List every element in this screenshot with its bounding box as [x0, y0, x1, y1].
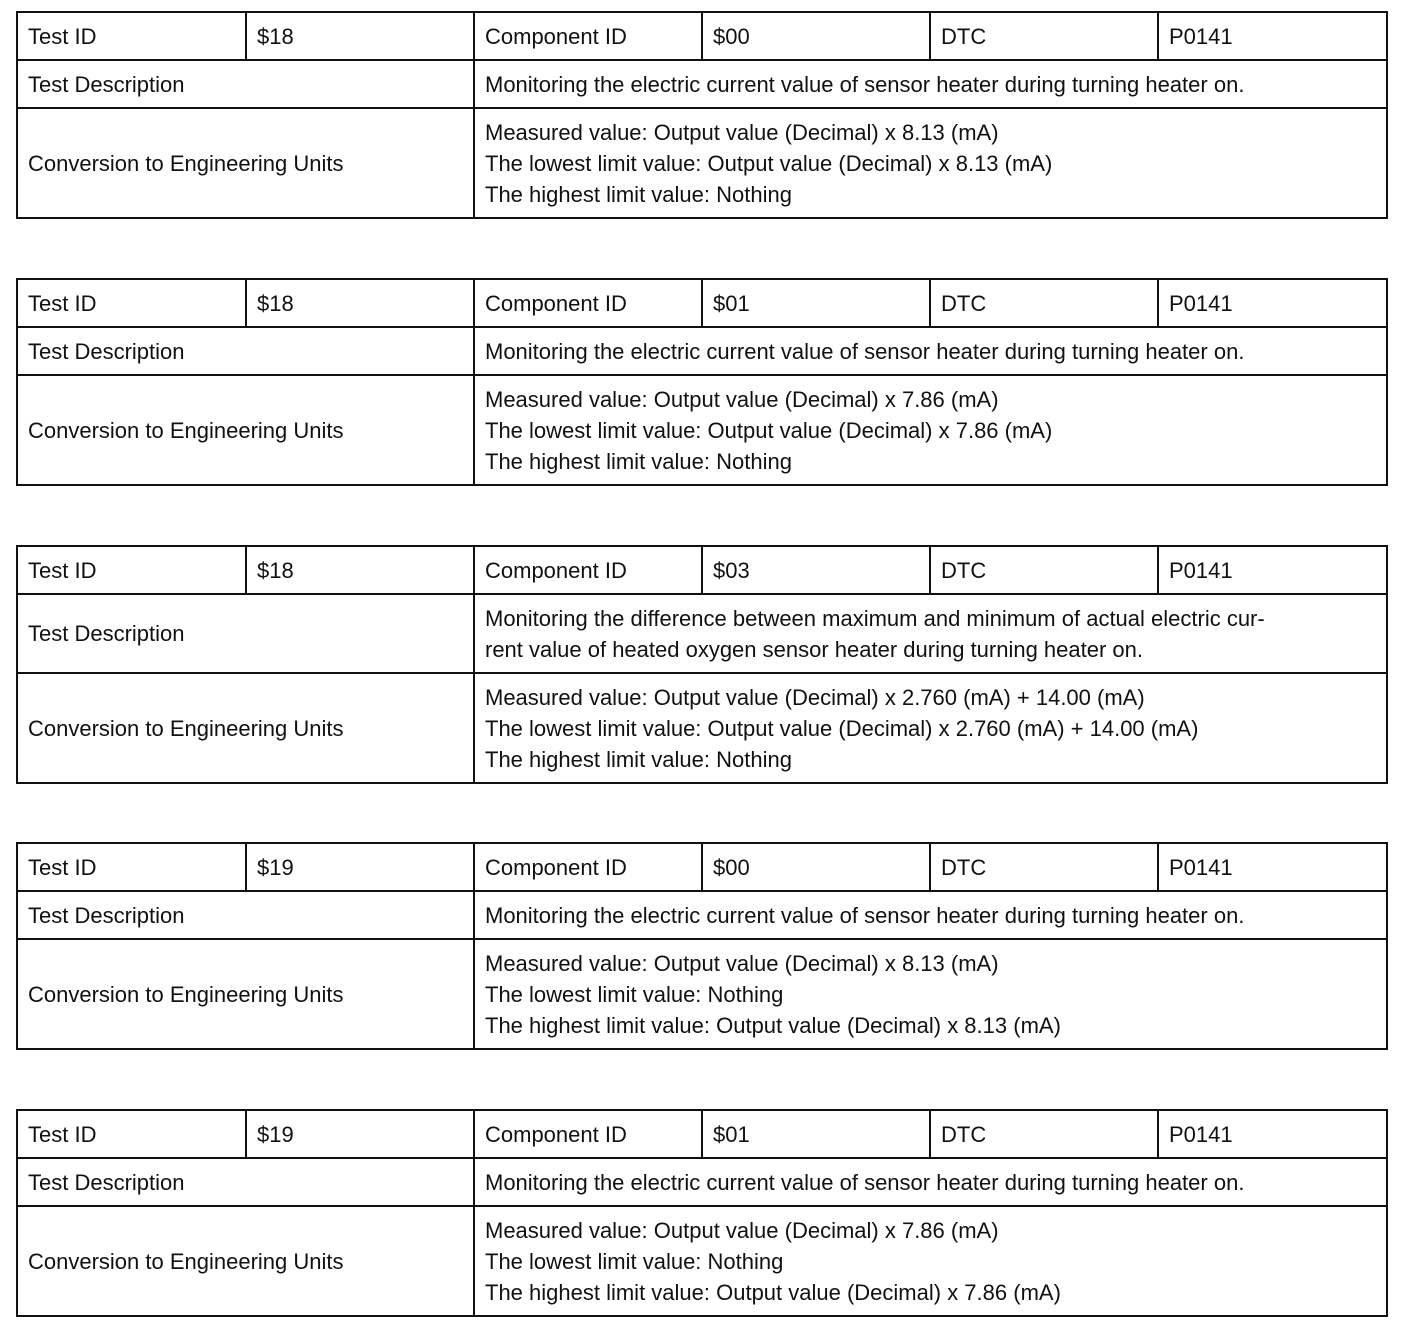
test-description-value: Monitoring the electric current value of sensor heater during turning heater on. [474, 327, 1387, 375]
test-id-label: Test ID [17, 546, 246, 594]
dtc-label: DTC [930, 279, 1158, 327]
test-description-value: Monitoring the electric current value of sensor heater during turning heater on. [474, 1158, 1387, 1206]
conversion-row [17, 375, 1387, 485]
monitor-test-table [16, 545, 1388, 784]
highest-limit-line: The highest limit value: Output value (Decimal) x 7.86 (mA) [485, 1279, 1061, 1305]
highest-limit-line: The highest limit value: Nothing [485, 181, 792, 207]
component-id-label: Component ID [474, 1110, 702, 1158]
conversion-label: Conversion to Engineering Units [17, 1206, 474, 1316]
monitor-test-table [16, 11, 1388, 219]
component-id-label: Component ID [474, 546, 702, 594]
lowest-limit-line: The lowest limit value: Output value (Decimal) x 8.13 (mA) [485, 150, 1053, 176]
component-id-label: Component ID [474, 12, 702, 60]
test-description-label: Test Description [17, 60, 474, 108]
component-id-value: $00 [702, 843, 930, 891]
dtc-value: P0141 [1158, 1110, 1387, 1158]
lowest-limit-line: The lowest limit value: Nothing [485, 981, 784, 1007]
conversion-row [17, 939, 1387, 1049]
monitor-test-table [16, 1109, 1388, 1317]
lowest-limit-line: The lowest limit value: Nothing [485, 1248, 784, 1274]
test-description-value [474, 594, 1387, 673]
component-id-value: $01 [702, 279, 930, 327]
dtc-label: DTC [930, 546, 1158, 594]
id-row [17, 843, 1387, 891]
test-description-label: Test Description [17, 594, 474, 673]
conversion-value [474, 673, 1387, 783]
test-id-label: Test ID [17, 12, 246, 60]
conversion-value [474, 108, 1387, 218]
monitor-test-table [16, 842, 1388, 1050]
component-id-label: Component ID [474, 843, 702, 891]
dtc-label: DTC [930, 843, 1158, 891]
description-line: rent value of heated oxygen sensor heater during turning heater on. [485, 636, 1144, 662]
description-row [17, 60, 1387, 108]
description-row [17, 1158, 1387, 1206]
test-description-label: Test Description [17, 1158, 474, 1206]
test-id-value: $18 [246, 12, 474, 60]
measured-value-line: Measured value: Output value (Decimal) x 8.13 (mA) [485, 950, 999, 976]
highest-limit-line: The highest limit value: Nothing [485, 746, 792, 772]
component-id-value: $03 [702, 546, 930, 594]
conversion-label: Conversion to Engineering Units [17, 939, 474, 1049]
id-row [17, 279, 1387, 327]
test-id-value: $19 [246, 843, 474, 891]
conversion-label: Conversion to Engineering Units [17, 375, 474, 485]
conversion-row [17, 673, 1387, 783]
dtc-label: DTC [930, 12, 1158, 60]
test-id-value: $18 [246, 279, 474, 327]
dtc-value: P0141 [1158, 12, 1387, 60]
id-row [17, 12, 1387, 60]
monitor-test-table [16, 278, 1388, 486]
description-row [17, 594, 1387, 673]
test-description-value: Monitoring the electric current value of sensor heater during turning heater on. [474, 891, 1387, 939]
conversion-label: Conversion to Engineering Units [17, 673, 474, 783]
highest-limit-line: The highest limit value: Output value (Decimal) x 8.13 (mA) [485, 1012, 1061, 1038]
test-description-label: Test Description [17, 891, 474, 939]
conversion-row [17, 108, 1387, 218]
test-id-value: $18 [246, 546, 474, 594]
conversion-value [474, 1206, 1387, 1316]
test-id-value: $19 [246, 1110, 474, 1158]
lowest-limit-line: The lowest limit value: Output value (Decimal) x 2.760 (mA) + 14.00 (mA) [485, 715, 1199, 741]
test-id-label: Test ID [17, 843, 246, 891]
test-id-label: Test ID [17, 279, 246, 327]
test-id-label: Test ID [17, 1110, 246, 1158]
lowest-limit-line: The lowest limit value: Output value (Decimal) x 7.86 (mA) [485, 417, 1053, 443]
conversion-row [17, 1206, 1387, 1316]
component-id-label: Component ID [474, 279, 702, 327]
test-description-label: Test Description [17, 327, 474, 375]
conversion-value [474, 375, 1387, 485]
measured-value-line: Measured value: Output value (Decimal) x 7.86 (mA) [485, 386, 999, 412]
conversion-label: Conversion to Engineering Units [17, 108, 474, 218]
description-row [17, 327, 1387, 375]
dtc-label: DTC [930, 1110, 1158, 1158]
id-row [17, 1110, 1387, 1158]
measured-value-line: Measured value: Output value (Decimal) x 2.760 (mA) + 14.00 (mA) [485, 684, 1145, 710]
component-id-value: $00 [702, 12, 930, 60]
highest-limit-line: The highest limit value: Nothing [485, 448, 792, 474]
dtc-value: P0141 [1158, 546, 1387, 594]
measured-value-line: Measured value: Output value (Decimal) x 7.86 (mA) [485, 1217, 999, 1243]
test-description-value: Monitoring the electric current value of sensor heater during turning heater on. [474, 60, 1387, 108]
dtc-value: P0141 [1158, 279, 1387, 327]
component-id-value: $01 [702, 1110, 930, 1158]
dtc-value: P0141 [1158, 843, 1387, 891]
description-line: Monitoring the difference between maximum and minimum of actual electric cur- [485, 605, 1265, 631]
id-row [17, 546, 1387, 594]
description-row [17, 891, 1387, 939]
measured-value-line: Measured value: Output value (Decimal) x 8.13 (mA) [485, 119, 999, 145]
conversion-value [474, 939, 1387, 1049]
